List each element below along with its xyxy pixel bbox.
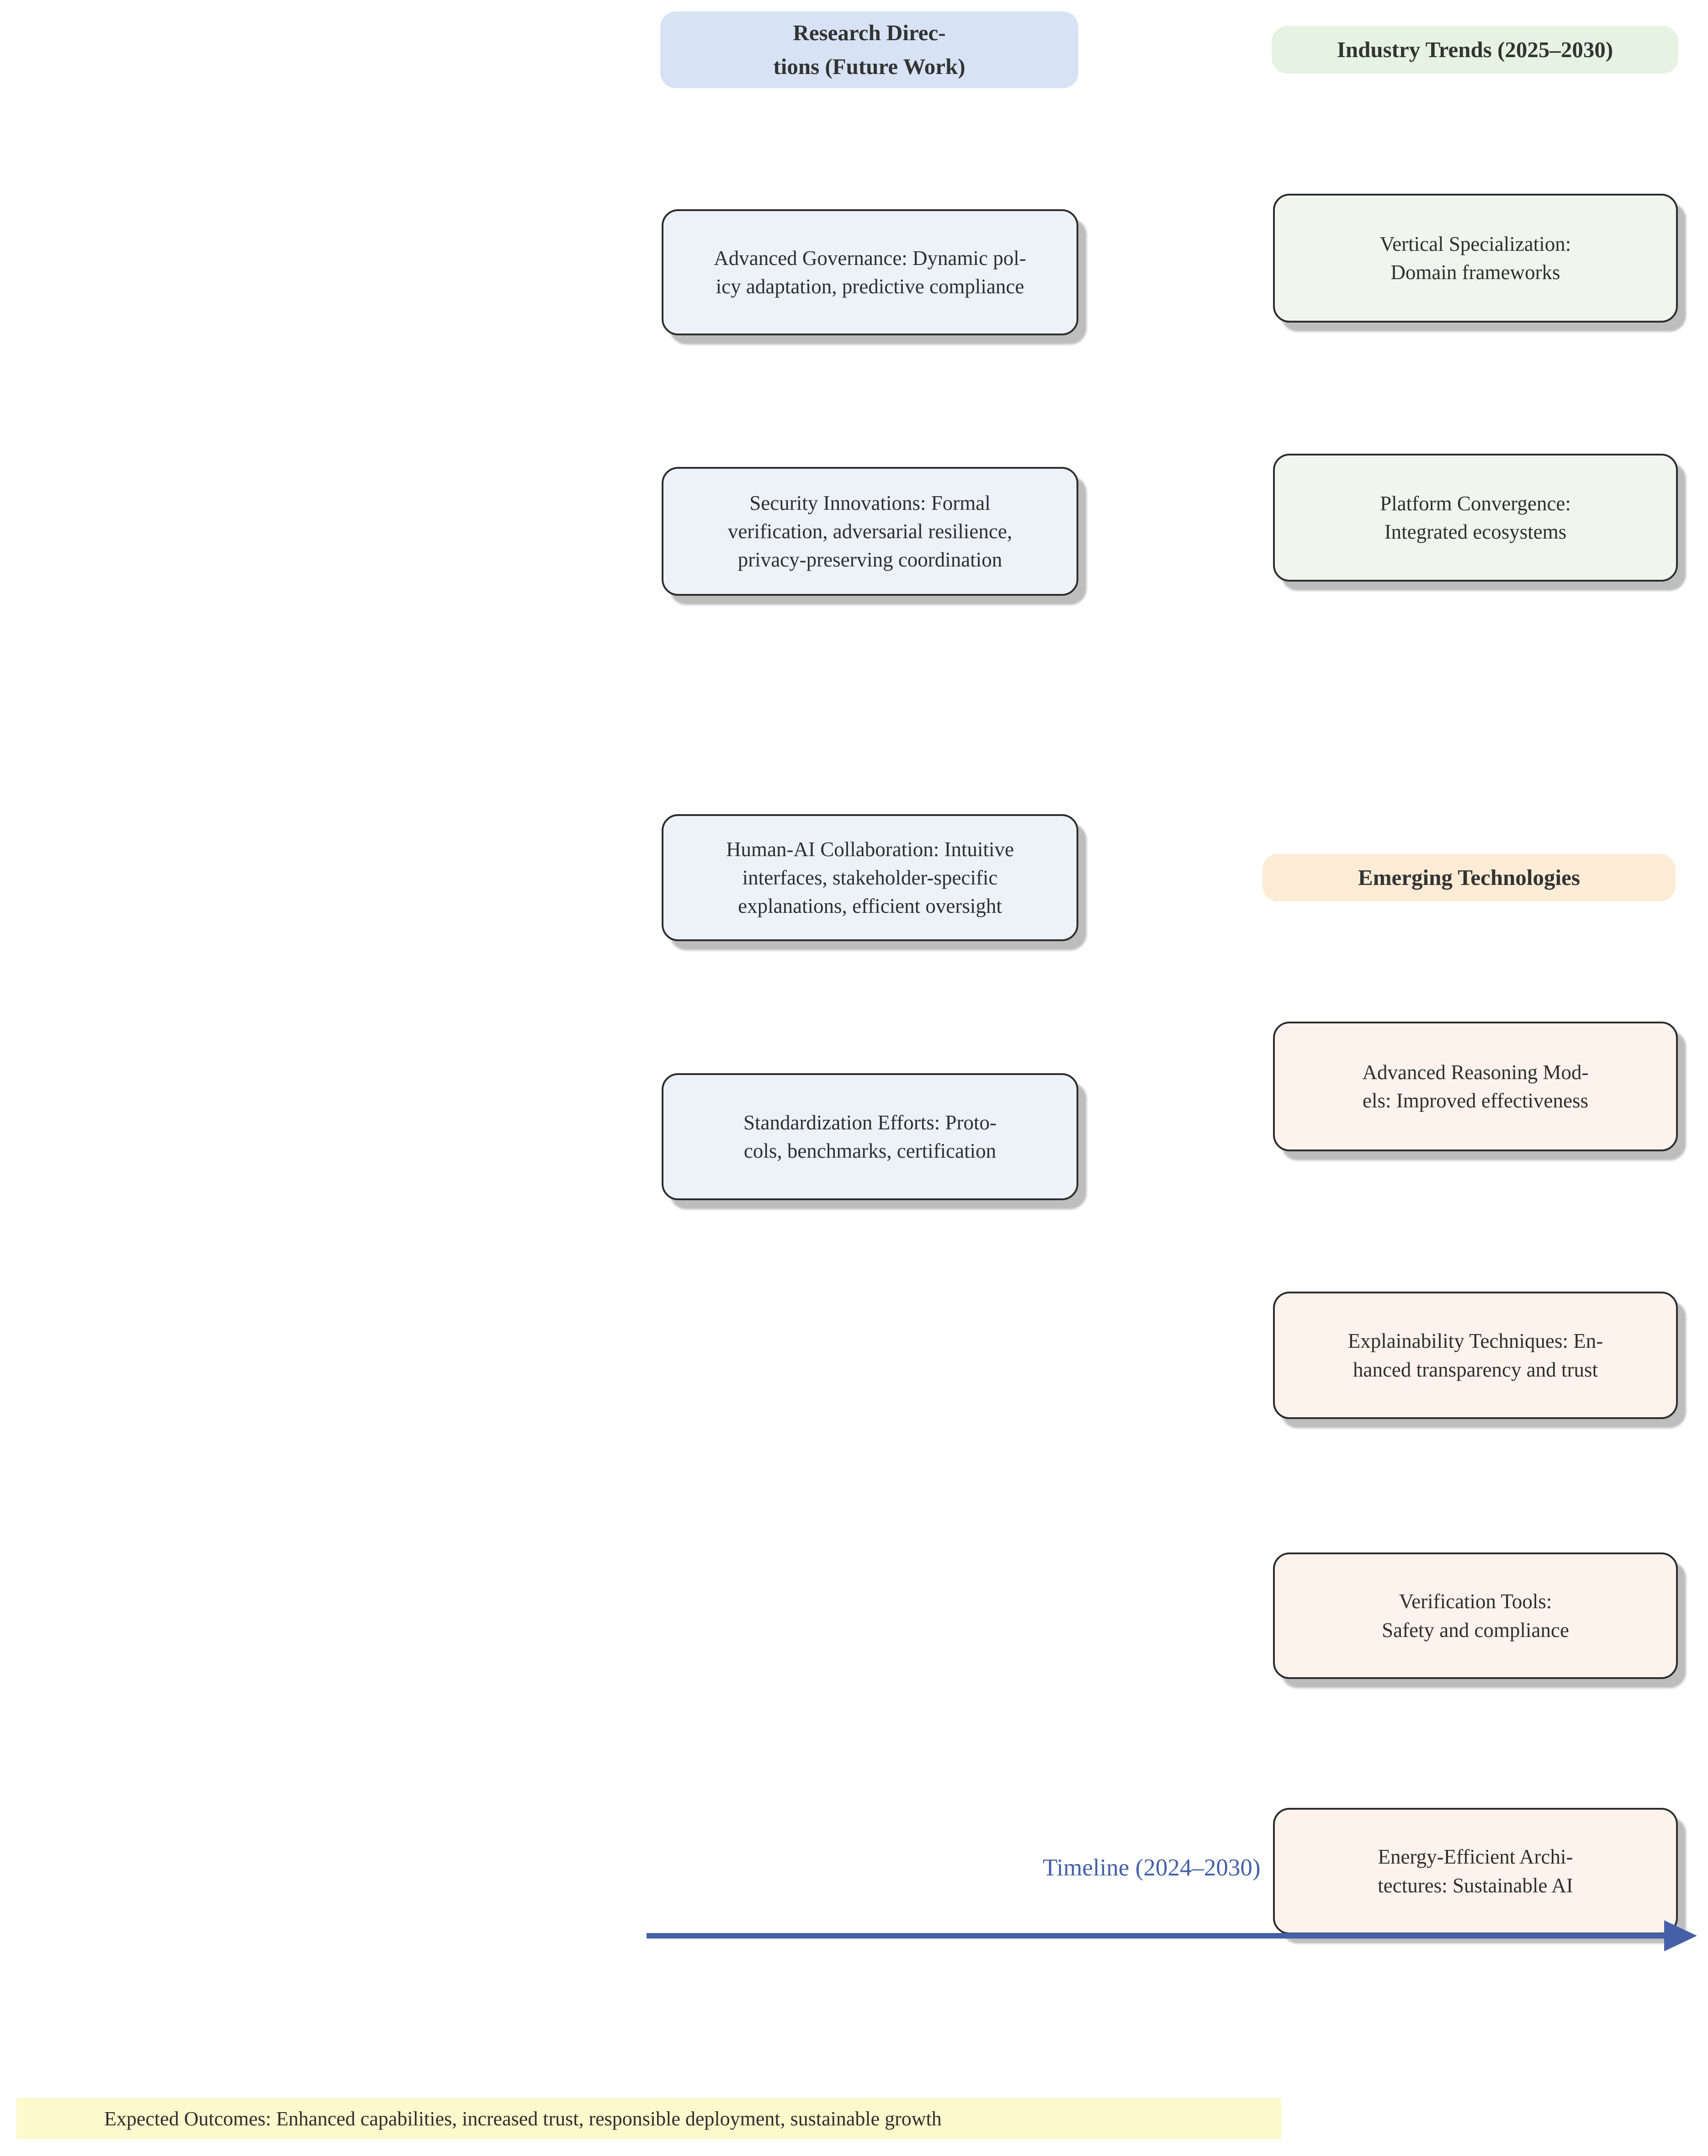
industry-trends-header-label: Industry Trends (2025–2030) <box>1337 37 1613 62</box>
box-human-ai-collaboration-line3: explanations, efficient oversight <box>738 895 1002 918</box>
box-security-innovations-line3: privacy-preserving coordination <box>737 548 1003 572</box>
box-vertical-specialization-line1: Vertical Specialization: <box>1379 232 1571 255</box>
industry-trends-header <box>1272 26 1678 74</box>
box-advanced-governance <box>662 209 1078 335</box>
box-vertical-specialization <box>1273 194 1678 323</box>
box-human-ai-collaboration <box>662 814 1078 941</box>
box-platform-convergence-line2: Integrated ecosystems <box>1384 520 1567 543</box>
box-human-ai-collaboration-line2: interfaces, stakeholder-specific <box>742 866 998 889</box>
box-advanced-reasoning-models-line2: els: Improved effectiveness <box>1363 1089 1588 1112</box>
box-explainability-techniques-line2: hanced transparency and trust <box>1353 1358 1598 1381</box>
research-directions-header <box>660 11 1078 88</box>
box-explainability-techniques-line1: Explainability Techniques: En- <box>1347 1330 1603 1353</box>
box-standardization-efforts-line2: cols, benchmarks, certification <box>743 1139 997 1162</box>
box-energy-efficient-architectures <box>1273 1808 1678 1934</box>
box-standardization-efforts-line1: Standardization Efforts: Proto- <box>743 1111 997 1134</box>
box-energy-efficient-architectures-line1: Energy-Efficient Archi- <box>1378 1845 1573 1869</box>
box-verification-tools-line2: Safety and compliance <box>1382 1618 1569 1642</box>
box-verification-tools-line1: Verification Tools: <box>1399 1590 1552 1613</box>
box-platform-convergence-line1: Platform Convergence: <box>1380 492 1571 515</box>
timeline-arrow <box>647 1933 1666 1939</box>
box-security-innovations-line1: Security Innovations: Formal <box>749 491 991 514</box>
box-human-ai-collaboration-line1: Human-AI Collaboration: Intuitive <box>726 837 1014 861</box>
box-vertical-specialization-line2: Domain frameworks <box>1390 261 1560 284</box>
timeline-label: Timeline (2024–2030) <box>1043 1854 1261 1881</box>
box-platform-convergence <box>1273 454 1678 582</box>
emerging-technologies-header <box>1262 854 1676 901</box>
research-directions-header-line1: Research Direc- <box>793 20 946 45</box>
box-explainability-techniques <box>1273 1292 1678 1419</box>
box-advanced-governance-line1: Advanced Governance: Dynamic pol- <box>714 246 1026 270</box>
timeline-arrowhead-icon <box>1664 1920 1697 1951</box>
box-energy-efficient-architectures-line2: tectures: Sustainable AI <box>1378 1874 1573 1897</box>
box-standardization-efforts <box>662 1073 1078 1200</box>
box-verification-tools <box>1273 1552 1678 1679</box>
research-directions-header-line2: tions (Future Work) <box>773 54 965 79</box>
box-advanced-reasoning-models <box>1273 1022 1678 1151</box>
box-security-innovations <box>662 467 1078 596</box>
expected-outcomes-banner <box>16 2098 1281 2139</box>
box-security-innovations-line2: verification, adversarial resilience, <box>727 519 1013 543</box>
expected-outcomes-text: Expected Outcomes: Enhanced capabilities, increased trust, responsible deployment, sustainable growth <box>104 2107 942 2130</box>
emerging-technologies-header-label: Emerging Technologies <box>1358 864 1580 890</box>
box-advanced-governance-line2: icy adaptation, predictive compliance <box>716 275 1024 298</box>
box-advanced-reasoning-models-line1: Advanced Reasoning Mod- <box>1362 1060 1589 1084</box>
